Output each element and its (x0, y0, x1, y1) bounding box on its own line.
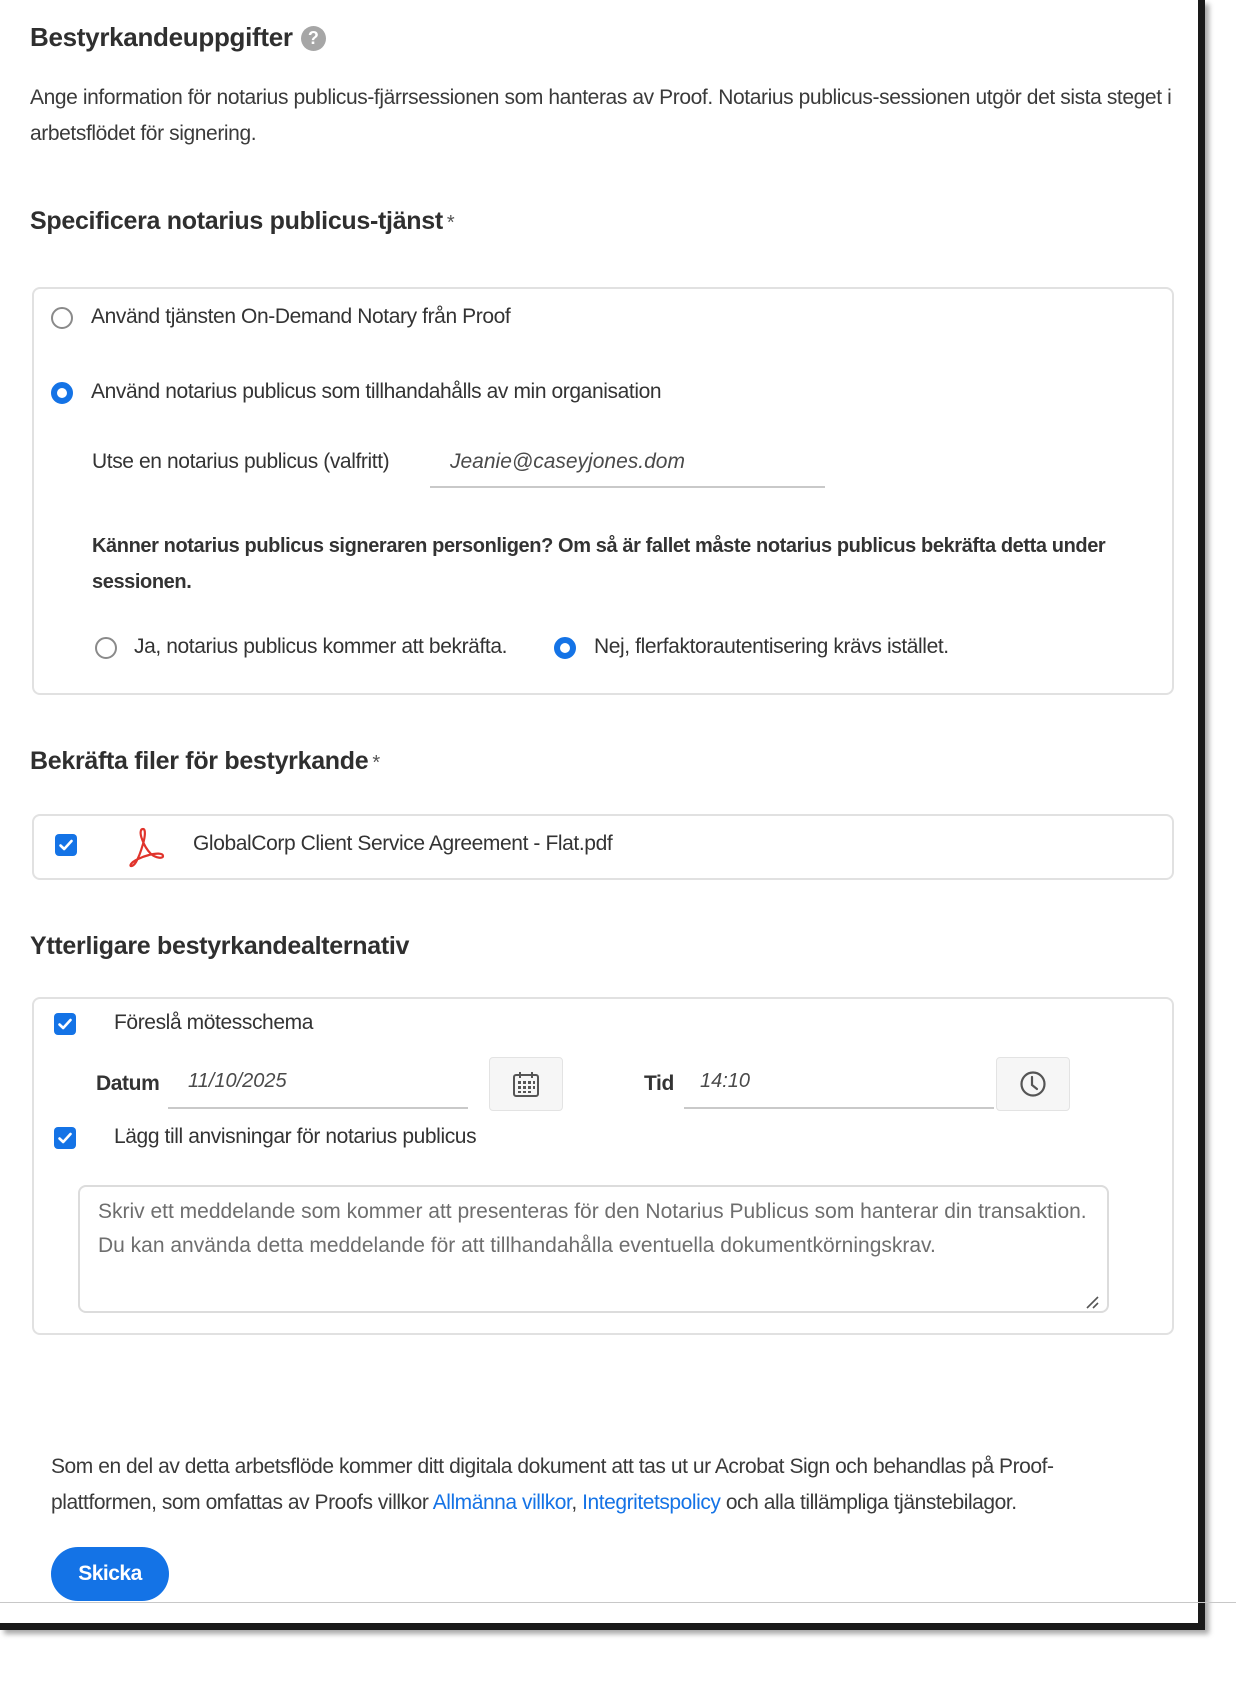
schedule-checkbox[interactable] (54, 1013, 76, 1035)
instructions-checkbox[interactable] (54, 1127, 76, 1149)
radio-own-notary-label[interactable]: Använd notarius publicus som tillhandahålls av min organisation (91, 380, 662, 403)
radio-yes-confirm[interactable] (95, 637, 117, 659)
submit-button[interactable]: Skicka (51, 1547, 169, 1601)
radio-on-demand[interactable] (51, 307, 73, 329)
service-heading (30, 207, 454, 236)
file-checkbox[interactable] (55, 834, 77, 856)
calendar-icon (512, 1070, 540, 1098)
legal-separator: , (571, 1491, 583, 1514)
designate-notary-value: Jeanie@caseyjones.dom (450, 450, 685, 473)
options-heading: Ytterligare bestyrkandealternativ (30, 932, 410, 960)
time-input[interactable] (684, 1059, 994, 1109)
notary-message-textarea[interactable] (78, 1185, 1109, 1313)
radio-on-demand-label[interactable]: Använd tjänsten On-Demand Notary från Proof (91, 305, 511, 328)
designate-notary-input[interactable] (430, 444, 825, 488)
options-panel (32, 997, 1174, 1335)
file-name: GlobalCorp Client Service Agreement - Flat.pdf (193, 832, 613, 855)
date-input[interactable] (168, 1059, 468, 1109)
legal-text (51, 1449, 1141, 1521)
legal-text-before: Som en del av detta arbetsflöde kommer ditt digitala dokument att tas ut ur Acrobat Sign och behandlas på Proof-plattformen, som omfattas av Proofs villkor (51, 1455, 1054, 1514)
legal-text-after: och alla tillämpliga tjänstebilagor. (720, 1491, 1017, 1514)
personal-knowledge-question: Känner notarius publicus signeraren personligen? Om så är fallet måste notarius publicus bekräfta detta under sessionen. (92, 535, 1106, 593)
clock-button[interactable] (996, 1057, 1070, 1111)
divider (0, 1602, 1236, 1603)
clock-icon (1019, 1070, 1047, 1098)
required-mark: * (372, 752, 380, 774)
service-panel (32, 287, 1174, 695)
date-label: Datum (96, 1072, 160, 1095)
question-circle-icon[interactable]: ? (301, 26, 326, 51)
file-row (32, 814, 1174, 880)
time-value: 14:10 (700, 1070, 751, 1092)
privacy-link[interactable]: Integritetspolicy (582, 1491, 721, 1514)
calendar-button[interactable] (489, 1057, 563, 1111)
instructions-label[interactable]: Lägg till anvisningar för notarius publicus (114, 1125, 477, 1148)
time-label: Tid (644, 1072, 674, 1095)
schedule-label[interactable]: Föreslå mötesschema (114, 1011, 313, 1034)
service-heading-text: Specificera notarius publicus-tjänst (30, 207, 443, 235)
page-title (30, 22, 326, 53)
radio-no-mfa-label[interactable]: Nej, flerfaktorautentisering krävs istället. (594, 635, 949, 658)
date-value: 11/10/2025 (188, 1070, 287, 1092)
radio-own-notary[interactable] (51, 382, 73, 404)
radio-yes-confirm-label[interactable]: Ja, notarius publicus kommer att bekräfta. (134, 635, 508, 658)
resize-handle-icon[interactable] (1084, 1294, 1100, 1310)
designate-label: Utse en notarius publicus (valfritt) (92, 450, 390, 473)
required-mark: * (446, 212, 455, 234)
intro-text: Ange information för notarius publicus-fjärrsessionen som hanteras av Proof. Notarius publicus-sessionen utgör det sista steget i arbetsflödet för signering. (30, 86, 1172, 145)
page-title-text: Bestyrkandeuppgifter (30, 22, 293, 52)
acrobat-pdf-icon (126, 826, 166, 868)
files-heading-text: Bekräfta filer för bestyrkande (30, 747, 369, 775)
terms-link[interactable]: Allmänna villkor (432, 1491, 572, 1514)
files-heading (30, 747, 380, 776)
radio-no-mfa[interactable] (554, 637, 576, 659)
